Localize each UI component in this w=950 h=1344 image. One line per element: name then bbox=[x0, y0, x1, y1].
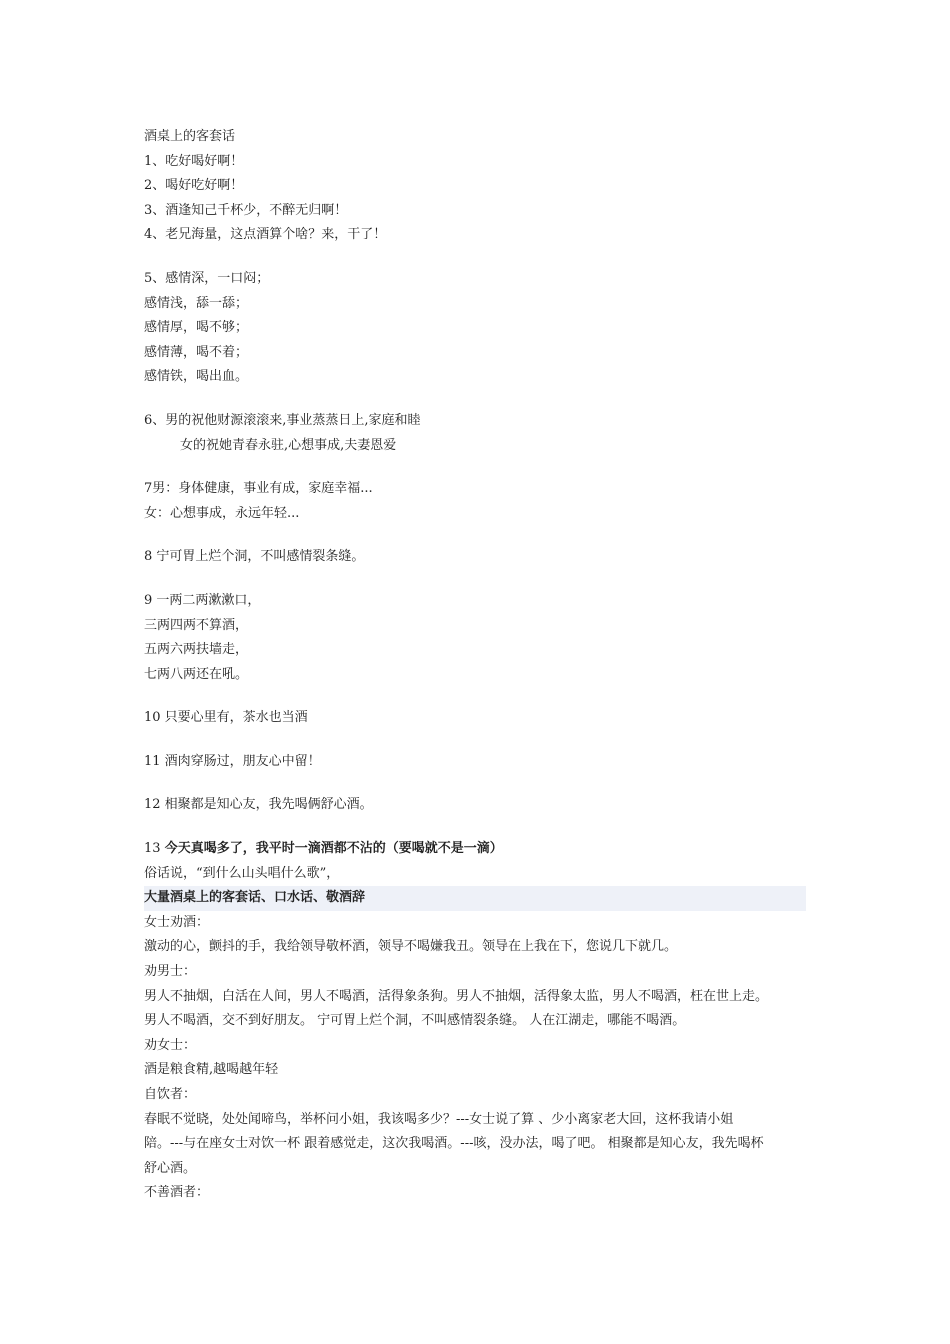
subsection-label: 女士劝酒： bbox=[144, 914, 210, 930]
list-item: 感情薄，喝不着； bbox=[144, 344, 249, 360]
list-item: 8 宁可胃上烂个洞，不叫感情裂条缝。 bbox=[144, 549, 365, 565]
paragraph-line: 酒是粮食精,越喝越年轻 bbox=[144, 1062, 279, 1078]
list-item: 女的祝她青春永驻,心想事成,夫妻恩爱 bbox=[180, 437, 397, 453]
document-body bbox=[144, 125, 809, 1206]
subsection-label: 劝男士： bbox=[144, 964, 197, 980]
paragraph-line: 春眠不觉晓，处处闻啼鸟，举杯问小姐，我该喝多少？---女士说了算 、少小离家老大回，这杯我请小姐 bbox=[144, 1111, 734, 1127]
list-item: 5、感情深，一口闷； bbox=[144, 270, 270, 286]
list-item: 感情铁，喝出血。 bbox=[144, 369, 249, 385]
list-item: 感情厚，喝不够； bbox=[144, 320, 249, 336]
list-item: 9 一两二两漱漱口， bbox=[144, 592, 261, 608]
list-item: 五两六两扶墙走， bbox=[144, 642, 249, 658]
section-heading: 大量酒桌上的客套话、口水话、敬酒辞 bbox=[144, 886, 806, 911]
paragraph-line: 舒心酒。 bbox=[144, 1160, 197, 1176]
list-item: 感情浅，舔一舔； bbox=[144, 295, 249, 311]
paragraph-line: 男人不抽烟，白活在人间，男人不喝酒，活得象条狗。男人不抽烟，活得象太监，男人不喝酒，枉在世上走。 bbox=[144, 988, 769, 1004]
list-item: 12 相聚都是知心友，我先喝俩舒心酒。 bbox=[144, 797, 373, 813]
proverb-line: 俗话说，“到什么山头唱什么歌”， bbox=[144, 865, 340, 881]
list-item: 女：心想事成，永远年轻... bbox=[144, 505, 300, 521]
list-item: 1、吃好喝好啊！ bbox=[144, 153, 244, 169]
list-item: 11 酒肉穿肠过，朋友心中留！ bbox=[144, 753, 321, 769]
list-item: 4、老兄海量，这点酒算个啥？来，干了！ bbox=[144, 227, 387, 243]
list-item: 6、男的祝他财源滚滚来,事业蒸蒸日上,家庭和睦 bbox=[144, 412, 421, 428]
list-item: 7男：身体健康，事业有成，家庭幸福... bbox=[144, 481, 373, 497]
subsection-label: 不善酒者： bbox=[144, 1185, 210, 1201]
list-item bbox=[144, 837, 809, 862]
list-item: 2、喝好吃好啊！ bbox=[144, 178, 244, 194]
list-item: 10 只要心里有，茶水也当酒 bbox=[144, 710, 308, 726]
list-item: 七两八两还在吼。 bbox=[144, 666, 249, 682]
item-number: 13 bbox=[144, 841, 161, 857]
subsection-label: 自饮者： bbox=[144, 1087, 197, 1102]
paragraph-line: 陪。---与在座女士对饮一杯 跟着感觉走，这次我喝酒。---咳，没办法，喝了吧。 相聚都是知心友，我先喝杯 bbox=[144, 1136, 764, 1152]
bold-text: 今天真喝多了，我平时一滴酒都不沾的（要喝就不是一滴） bbox=[164, 841, 503, 857]
list-item: 3、酒逢知己千杯少，不醉无归啊！ bbox=[144, 202, 348, 218]
document-title: 酒桌上的客套话 bbox=[144, 129, 236, 144]
paragraph-line: 激动的心，颤抖的手，我给领导敬杯酒，领导不喝嫌我丑。领导在上我在下，您说几下就几。 bbox=[144, 939, 678, 955]
list-item: 三两四两不算酒， bbox=[144, 617, 249, 633]
paragraph-line: 男人不喝酒，交不到好朋友。 宁可胃上烂个洞，不叫感情裂条缝。 人在江湖走，哪能不喝酒。 bbox=[144, 1013, 686, 1029]
subsection-label: 劝女士： bbox=[144, 1037, 197, 1053]
